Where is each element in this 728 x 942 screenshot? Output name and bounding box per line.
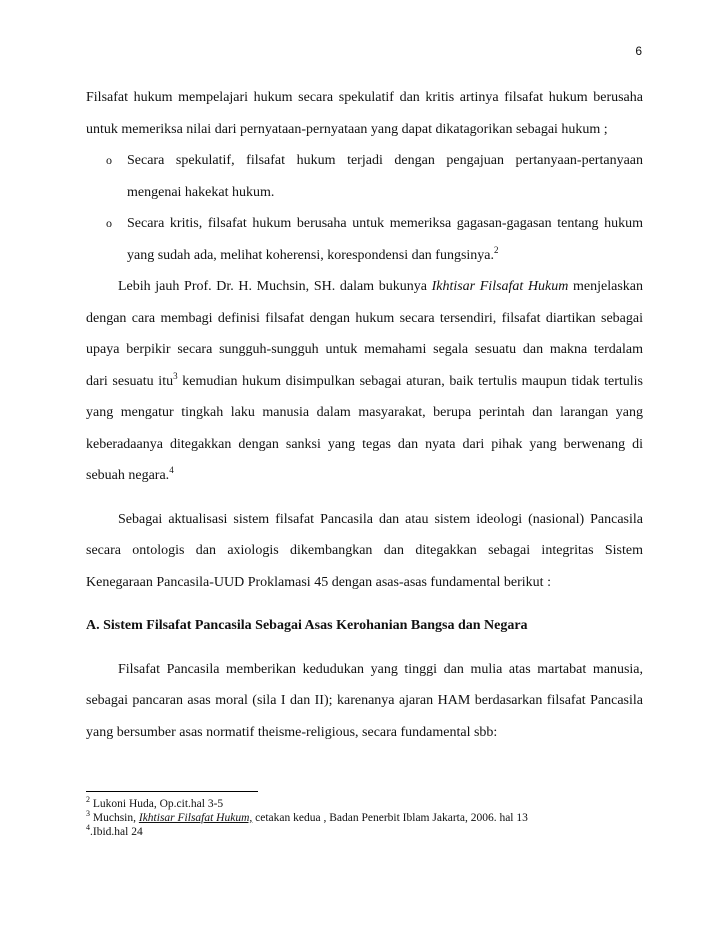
footnote	[86, 797, 646, 811]
footnote-divider	[86, 791, 258, 792]
paragraph-line	[86, 366, 643, 398]
paragraph-line: sebagai pancaran asas moral (sila I dan II); karenanya ajaran HAM berdasarkan filsafat Pancasila	[86, 693, 643, 708]
paragraph-line: Sebagai aktualisasi sistem filsafat Pancasila dan atau sistem ideologi (nasional) Pancasila	[118, 511, 643, 527]
bullet-text: Secara kritis, filsafat hukum berusaha untuk memeriksa gagasan-gagasan tentang hukum	[127, 216, 643, 231]
bullet-continuation	[86, 240, 643, 272]
paragraph-line: untuk memeriksa nilai dari pernyataan-pernyataan yang dapat dikatagorikan sebagai hukum ;	[86, 121, 608, 137]
paragraph-line: dengan cara membagi definisi filsafat dengan hukum secara tersendiri, filsafat diartikan sebagai	[86, 310, 643, 326]
text-run: dari sesuatu itu	[86, 373, 174, 389]
paragraph-line	[86, 271, 643, 303]
bullet-text: Secara spekulatif, filsafat hukum terjadi dengan pengajuan pertanyaan-pertanyaan	[127, 153, 643, 168]
paragraph-spacer	[86, 492, 643, 504]
paragraph-line: yang mengatur tingkah laku manusia dalam masyarakat, berupa perintah dan larangan yang	[86, 405, 643, 420]
footnotes	[86, 791, 646, 839]
paragraph-line: Kenegaraan Pancasila-UUD Proklamasi 45 dengan asas-asas fundamental berikut :	[86, 574, 551, 590]
page-number: 6	[635, 44, 642, 58]
bullet-marker: o	[106, 216, 112, 230]
text-run: menjelaskan	[568, 279, 644, 294]
footnote-text: cetakan kedua , Badan Penerbit Iblam Jakarta, 2006. hal 13	[252, 812, 528, 824]
paragraph-line: yang bersumber asas normatif theisme-religious, secara fundamental sbb:	[86, 724, 498, 740]
footnote-number: 3	[86, 809, 90, 818]
footnote-number: 2	[86, 795, 90, 804]
paragraph-line: keberadaanya ditegakkan dengan sanksi yang tegas dan nyata dari pihak yang berwenang di	[86, 436, 643, 452]
footnote	[86, 825, 646, 839]
body-text	[86, 82, 643, 748]
bullet-marker: o	[106, 153, 112, 167]
book-title: Ikhtisar Filsafat Hukum	[431, 279, 569, 294]
bullet-item	[86, 145, 643, 177]
paragraph-spacer	[86, 598, 643, 610]
footnote-text: Lukoni Huda, Op.cit.hal 3-5	[90, 798, 224, 810]
footnote-book-title: Ikhtisar Filsafat Hukum,	[138, 812, 253, 824]
footnote-text: .Ibid.hal 24	[90, 826, 143, 838]
footnote-ref: 4	[169, 465, 174, 475]
footnote-text: Muchsin,	[90, 812, 139, 824]
bullet-continuation: mengenai hakekat hukum.	[127, 184, 275, 200]
paragraph-line	[86, 460, 643, 492]
text-run: sebuah negara.	[86, 468, 170, 483]
footnote-ref: 3	[173, 370, 178, 381]
paragraph-line: Filsafat hukum mempelajari hukum secara spekulatif dan kritis artinya filsafat hukum berusaha	[86, 90, 643, 105]
paragraph-line: Filsafat Pancasila memberikan kedudukan yang tinggi dan mulia atas martabat manusia,	[118, 661, 643, 677]
text-run: kemudian hukum disimpulkan sebagai aturan, baik tertulis maupun tidak tertulis	[177, 373, 643, 389]
bullet-text: yang sudah ada, melihat koherensi, korespondensi dan fungsinya.	[127, 247, 495, 263]
bullet-item	[86, 208, 643, 240]
footnote	[86, 811, 646, 825]
text-run: Lebih jauh Prof. Dr. H. Muchsin, SH. dalam bukunya	[118, 279, 432, 294]
paragraph-spacer	[86, 642, 643, 654]
section-heading: A. Sistem Filsafat Pancasila Sebagai Asas Kerohanian Bangsa dan Negara	[86, 618, 528, 633]
paragraph-line: secara ontologis dan axiologis dikembangkan dan ditegakkan sebagai integritas Sistem	[86, 543, 643, 558]
paragraph-line: upaya berpikir secara sungguh-sungguh untuk memahami segala sesuatu dan makna terdalam	[86, 342, 643, 357]
footnote-ref: 2	[494, 244, 499, 255]
footnote-number: 4	[86, 823, 90, 832]
